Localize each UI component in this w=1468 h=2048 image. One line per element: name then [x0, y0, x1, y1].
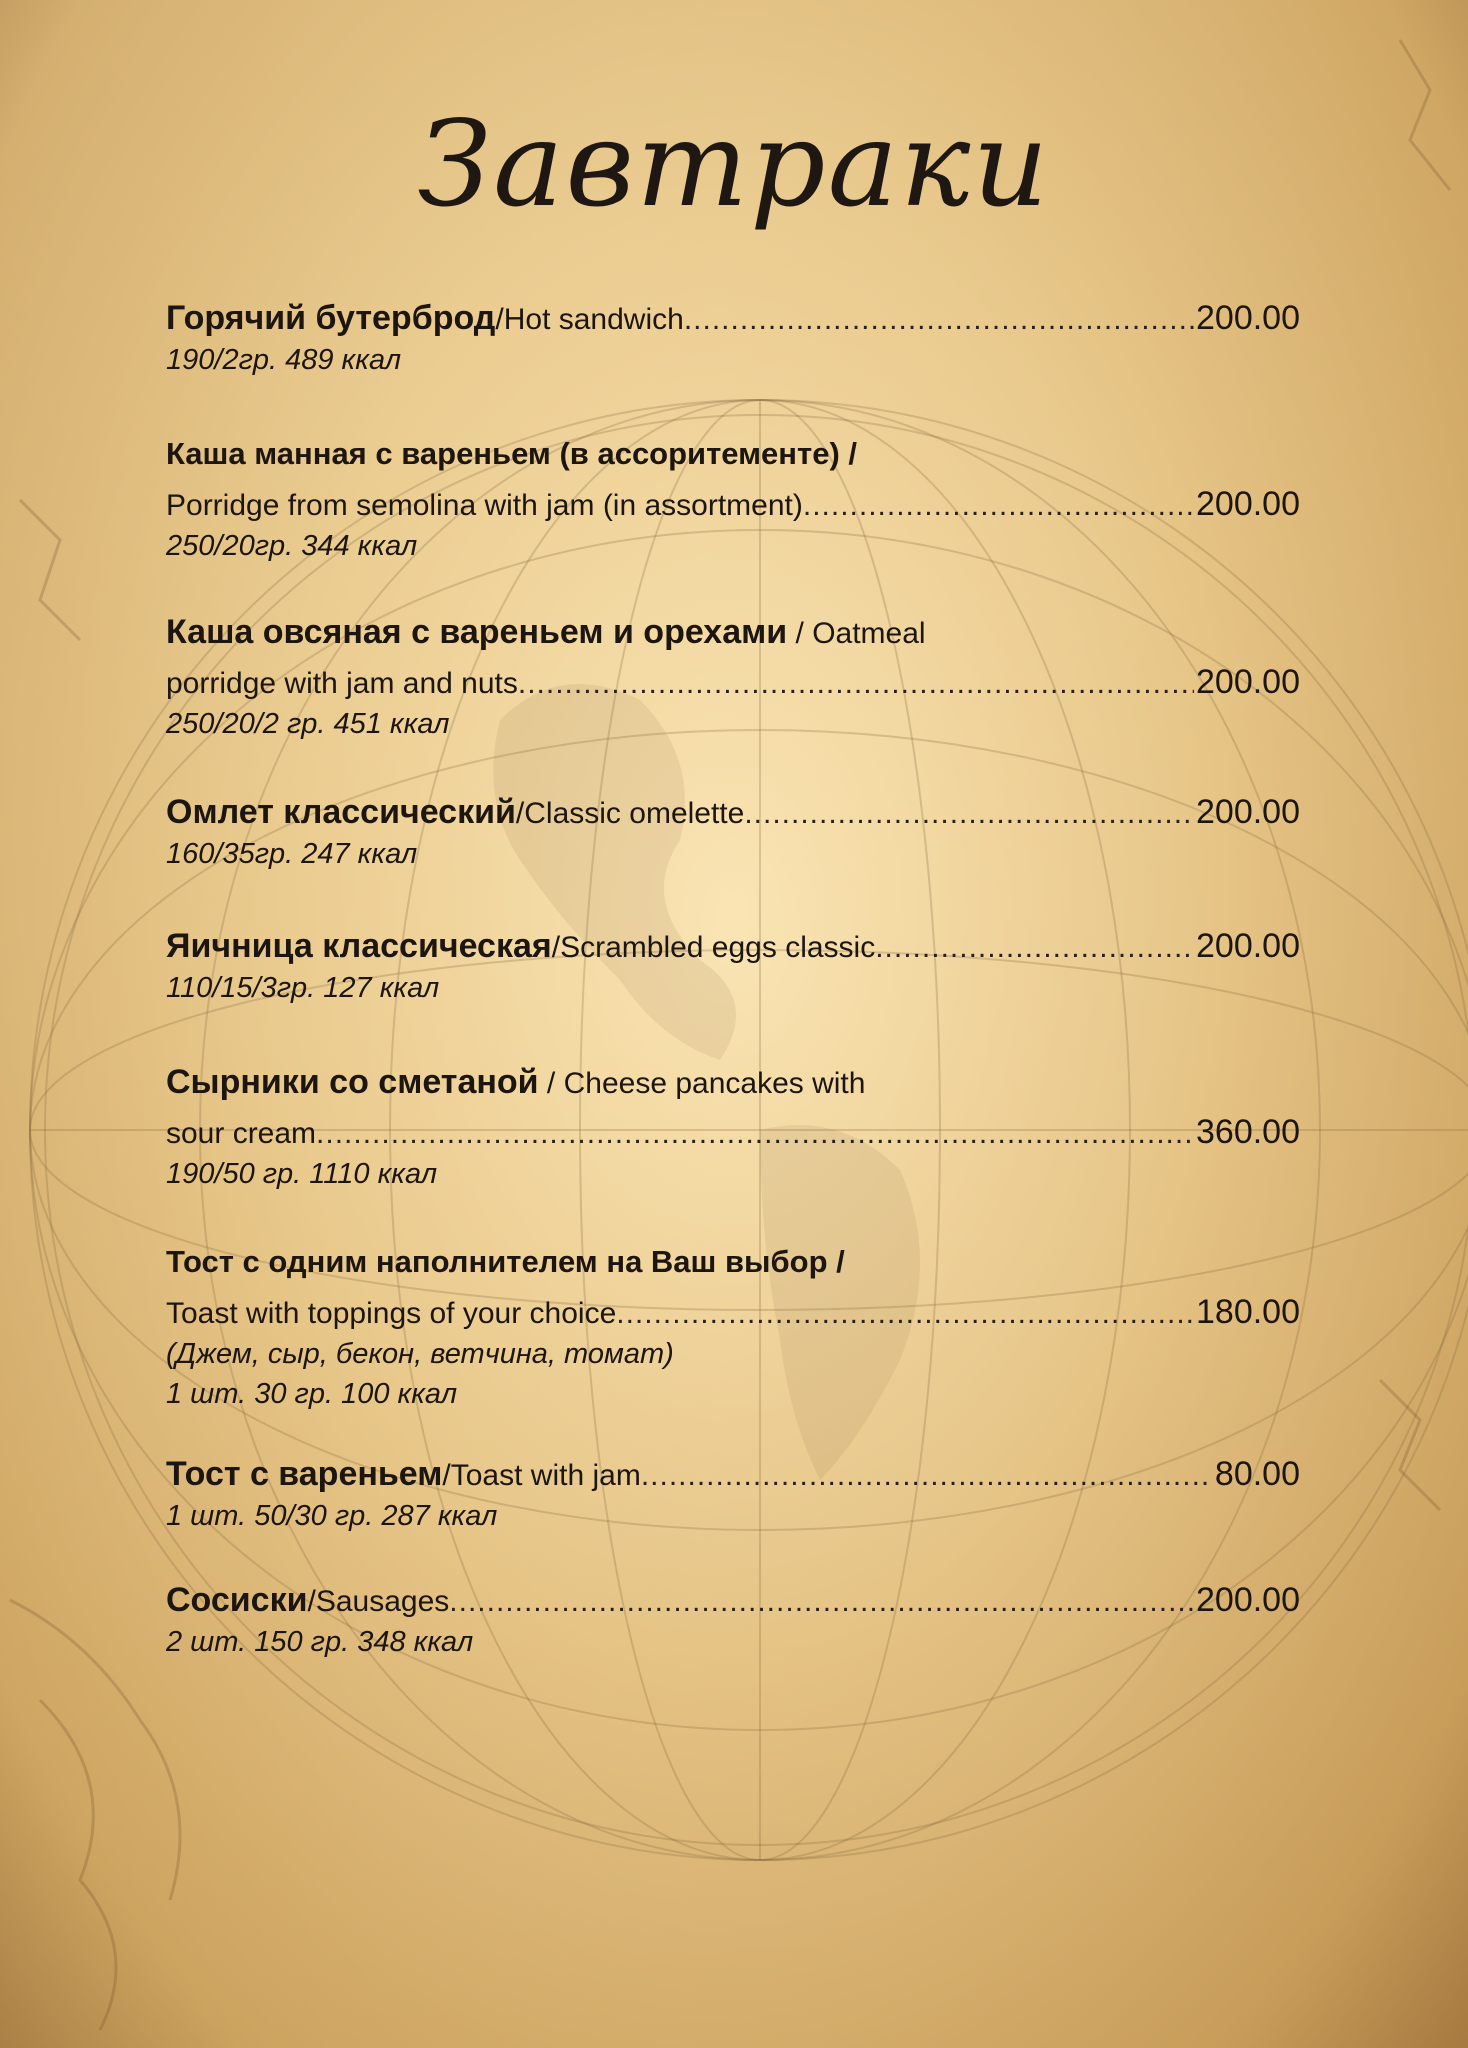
- item-name-ru: Сосиски: [166, 1581, 308, 1619]
- dot-leader: [803, 483, 1194, 528]
- item-name-en: Scrambled eggs classic: [560, 931, 876, 964]
- menu-item-line: [166, 790, 1300, 834]
- menu-item-cheese-pancakes: [166, 1058, 1300, 1194]
- menu-item-line: [166, 296, 1300, 340]
- item-name-en-cont: porridge with jam and nuts: [166, 667, 518, 700]
- separator: /: [551, 931, 561, 964]
- menu-item-classic-omelette: [166, 790, 1300, 874]
- menu-item-hot-sandwich: [166, 296, 1300, 380]
- item-price: 80.00: [1214, 1455, 1300, 1493]
- dot-leader: [316, 1111, 1194, 1156]
- item-name-en: Cheese pancakes with: [563, 1067, 866, 1100]
- dot-leader: [449, 1579, 1194, 1624]
- item-name-ru: Яичница классическая: [166, 927, 552, 965]
- item-weight-calories: 160/35гр. 247 ккал: [166, 838, 418, 870]
- item-name-ru: Каша манная с вареньем (в ассоритементе) /: [166, 436, 857, 471]
- item-name-line: [166, 608, 1300, 660]
- page-title: Завтраки: [417, 95, 1051, 233]
- separator: /: [307, 1585, 316, 1618]
- item-name-en: Sausages: [315, 1585, 450, 1618]
- menu-item-toast-jam: [166, 1452, 1300, 1536]
- item-name-ru: Каша овсяная с вареньем и орехами: [166, 613, 788, 651]
- item-name-ru: Тост с вареньем: [166, 1455, 443, 1493]
- item-price: 200.00: [1196, 485, 1300, 523]
- item-name-en: Porridge from semolina with jam (in assortment): [166, 489, 803, 522]
- item-weight-calories: 250/20гр. 344 ккал: [166, 530, 418, 562]
- menu-item-scrambled-eggs: [166, 924, 1300, 1008]
- menu-item-toast-toppings: [166, 1238, 1300, 1414]
- item-name-ru: Сырники со сметаной: [166, 1063, 539, 1101]
- item-name-en: Toast with toppings of your choice: [166, 1297, 617, 1330]
- separator: /: [442, 1459, 451, 1492]
- menu-item-sausages: [166, 1578, 1300, 1662]
- separator: /: [538, 1067, 564, 1100]
- menu-item-line: [166, 924, 1300, 968]
- item-toppings-note: (Джем, сыр, бекон, ветчина, томат): [166, 1338, 674, 1370]
- separator: /: [515, 797, 525, 830]
- item-name-en: Classic omelette: [524, 797, 745, 830]
- item-weight-calories: 190/2гр. 489 ккал: [166, 344, 402, 376]
- separator: /: [495, 303, 504, 336]
- dot-leader: [875, 925, 1194, 970]
- item-price: 360.00: [1196, 1113, 1300, 1151]
- item-name-en: Hot sandwich: [503, 303, 684, 336]
- dot-leader: [616, 1291, 1194, 1336]
- item-weight-calories: 190/50 гр. 1110 ккал: [166, 1158, 438, 1190]
- menu-item-semolina-porridge: [166, 430, 1300, 566]
- dot-leader: [684, 297, 1194, 342]
- item-price: 200.00: [1196, 1581, 1300, 1619]
- item-name-en: Oatmeal: [812, 617, 926, 650]
- dot-leader: [744, 791, 1194, 836]
- item-price: 200.00: [1196, 927, 1300, 965]
- item-weight-calories: 1 шт. 30 гр. 100 ккал: [166, 1378, 458, 1410]
- menu-item-line: [166, 1290, 1300, 1334]
- menu-item-oatmeal-porridge: [166, 608, 1300, 744]
- menu-item-line: [166, 1110, 1300, 1154]
- item-weight-calories: 110/15/3гр. 127 ккал: [166, 972, 440, 1004]
- menu-item-line: [166, 1578, 1300, 1622]
- item-weight-calories: 2 шт. 150 гр. 348 ккал: [166, 1626, 474, 1658]
- menu-item-line: [166, 1452, 1300, 1496]
- menu-item-line: [166, 660, 1300, 704]
- menu-item-line: [166, 482, 1300, 526]
- item-name-ru: Омлет классический: [166, 793, 516, 831]
- dot-leader: [641, 1453, 1213, 1498]
- item-price: 200.00: [1196, 793, 1300, 831]
- item-price: 200.00: [1196, 299, 1300, 337]
- dot-leader: [518, 661, 1194, 706]
- item-name-ru: Тост с одним наполнителем на Ваш выбор /: [166, 1244, 845, 1279]
- item-name-ru: Горячий бутерброд: [166, 299, 496, 337]
- item-name-en-cont: sour cream: [166, 1117, 317, 1150]
- item-weight-calories: 250/20/2 гр. 451 ккал: [166, 708, 450, 740]
- item-name-en: Toast with jam: [450, 1459, 641, 1492]
- item-weight-calories: 1 шт. 50/30 гр. 287 ккал: [166, 1500, 498, 1532]
- separator: /: [787, 617, 813, 650]
- item-price: 180.00: [1196, 1293, 1300, 1331]
- item-price: 200.00: [1196, 663, 1300, 701]
- item-name-line: [166, 1058, 1300, 1110]
